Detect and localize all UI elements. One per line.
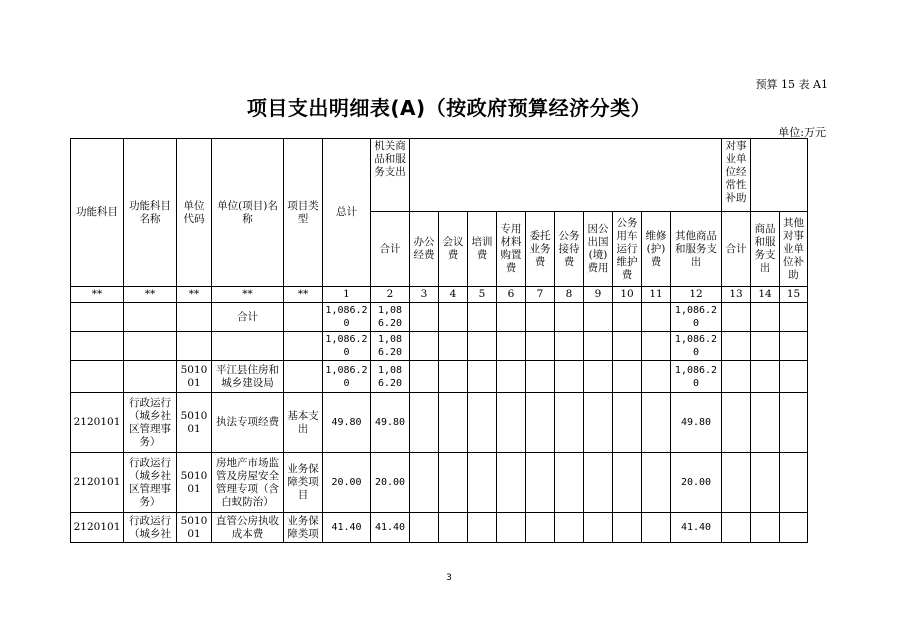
empty-cell bbox=[439, 361, 468, 393]
empty-cell bbox=[722, 513, 751, 543]
empty-cell bbox=[751, 513, 780, 543]
header-subsidy-total: 合计 bbox=[722, 212, 751, 287]
empty-cell bbox=[526, 303, 555, 332]
empty-cell bbox=[722, 303, 751, 332]
table-row bbox=[71, 332, 808, 361]
empty-cell bbox=[468, 513, 497, 543]
func-name-cell bbox=[124, 361, 177, 393]
header-office: 办公经费 bbox=[410, 212, 439, 287]
empty-cell bbox=[526, 453, 555, 513]
index-cell: 1 bbox=[323, 287, 371, 303]
empty-cell bbox=[555, 361, 584, 393]
header-project-type: 项目类型 bbox=[284, 139, 323, 287]
empty-cell bbox=[439, 303, 468, 332]
goods-total-cell: 1,086.20 bbox=[371, 361, 410, 393]
unit-name-cell: 执法专项经费 bbox=[212, 393, 284, 453]
other-goods-cell: 1,086.20 bbox=[671, 361, 722, 393]
header-func-name: 功能科目名称 bbox=[124, 139, 177, 287]
total-cell: 1,086.20 bbox=[323, 303, 371, 332]
empty-cell bbox=[555, 303, 584, 332]
index-cell: 2 bbox=[371, 287, 410, 303]
header-group-subsidy: 对事业单位经常性补助 bbox=[722, 139, 751, 212]
empty-cell bbox=[722, 453, 751, 513]
index-cell: 7 bbox=[526, 287, 555, 303]
project-type-cell bbox=[284, 303, 323, 332]
empty-cell bbox=[751, 303, 780, 332]
index-cell: 12 bbox=[671, 287, 722, 303]
unit-code-cell: 501001 bbox=[177, 393, 212, 453]
empty-cell bbox=[410, 393, 439, 453]
func-name-cell bbox=[124, 303, 177, 332]
empty-cell bbox=[751, 393, 780, 453]
index-cell: ** bbox=[71, 287, 124, 303]
empty-cell bbox=[468, 393, 497, 453]
index-cell: 4 bbox=[439, 287, 468, 303]
index-cell: 5 bbox=[468, 287, 497, 303]
empty-cell bbox=[584, 361, 613, 393]
empty-cell bbox=[555, 393, 584, 453]
index-cell: ** bbox=[212, 287, 284, 303]
empty-cell bbox=[468, 453, 497, 513]
empty-cell bbox=[642, 303, 671, 332]
index-cell: 10 bbox=[613, 287, 642, 303]
empty-cell bbox=[497, 393, 526, 453]
func-name-cell bbox=[124, 332, 177, 361]
empty-cell bbox=[613, 361, 642, 393]
empty-cell bbox=[642, 393, 671, 453]
empty-cell bbox=[613, 303, 642, 332]
func-code-cell: 2120101 bbox=[71, 393, 124, 453]
header-abroad: 因公出国(境)费用 bbox=[584, 212, 613, 287]
unit-name-cell bbox=[212, 332, 284, 361]
header-func-code: 功能科目 bbox=[71, 139, 124, 287]
empty-cell bbox=[526, 393, 555, 453]
unit-name-cell: 房地产市场监管及房屋安全管理专项（含白蚁防治） bbox=[212, 453, 284, 513]
index-cell: ** bbox=[284, 287, 323, 303]
header-unit-name: 单位(项目)名称 bbox=[212, 139, 284, 287]
func-code-cell bbox=[71, 332, 124, 361]
unit-name-cell: 平江县住房和城乡建设局 bbox=[212, 361, 284, 393]
empty-cell bbox=[642, 332, 671, 361]
empty-cell bbox=[410, 361, 439, 393]
header-group-goods: 机关商品和服务支出 bbox=[371, 139, 410, 212]
goods-total-cell: 1,086.20 bbox=[371, 303, 410, 332]
page-title: 项目支出明细表(A)（按政府预算经济分类） bbox=[246, 96, 652, 120]
unit-code-cell: 501001 bbox=[177, 361, 212, 393]
func-name-cell: 行政运行（城乡社 bbox=[124, 513, 177, 543]
project-type-cell: 业务保障类项 bbox=[284, 513, 323, 543]
unit-code-cell bbox=[177, 332, 212, 361]
total-cell: 49.80 bbox=[323, 393, 371, 453]
index-cell: 6 bbox=[497, 287, 526, 303]
empty-cell bbox=[642, 513, 671, 543]
total-cell: 1,086.20 bbox=[323, 332, 371, 361]
goods-total-cell: 41.40 bbox=[371, 513, 410, 543]
header-other-goods: 其他商品和服务支出 bbox=[671, 212, 722, 287]
total-cell: 1,086.20 bbox=[323, 361, 371, 393]
empty-cell bbox=[526, 361, 555, 393]
table-row bbox=[71, 303, 808, 332]
empty-cell bbox=[722, 361, 751, 393]
index-cell: 9 bbox=[584, 287, 613, 303]
empty-cell bbox=[642, 453, 671, 513]
index-cell: ** bbox=[124, 287, 177, 303]
project-type-cell: 基本支出 bbox=[284, 393, 323, 453]
other-goods-cell: 1,086.20 bbox=[671, 332, 722, 361]
total-cell: 20.00 bbox=[323, 453, 371, 513]
header-maintenance: 维修(护)费 bbox=[642, 212, 671, 287]
index-cell: 3 bbox=[410, 287, 439, 303]
table-row bbox=[71, 361, 808, 393]
table-row bbox=[71, 393, 808, 453]
other-goods-cell: 49.80 bbox=[671, 393, 722, 453]
empty-cell bbox=[497, 361, 526, 393]
empty-cell bbox=[780, 393, 808, 453]
empty-cell bbox=[526, 332, 555, 361]
func-name-cell: 行政运行（城乡社区管理事务） bbox=[124, 453, 177, 513]
empty-cell bbox=[613, 393, 642, 453]
empty-cell bbox=[613, 332, 642, 361]
func-code-cell: 2120101 bbox=[71, 453, 124, 513]
empty-cell bbox=[751, 453, 780, 513]
empty-cell bbox=[410, 332, 439, 361]
unit-name-cell: 合计 bbox=[212, 303, 284, 332]
empty-cell bbox=[497, 513, 526, 543]
empty-cell bbox=[555, 513, 584, 543]
goods-total-cell: 49.80 bbox=[371, 393, 410, 453]
table-row bbox=[71, 453, 808, 513]
empty-cell bbox=[780, 332, 808, 361]
goods-total-cell: 20.00 bbox=[371, 453, 410, 513]
project-type-cell bbox=[284, 361, 323, 393]
index-cell: ** bbox=[177, 287, 212, 303]
empty-cell bbox=[722, 393, 751, 453]
empty-cell bbox=[751, 361, 780, 393]
other-goods-cell: 20.00 bbox=[671, 453, 722, 513]
unit-name-cell: 直管公房执收成本费 bbox=[212, 513, 284, 543]
index-row bbox=[71, 287, 808, 303]
index-cell: 8 bbox=[555, 287, 584, 303]
header-unit-code: 单位代码 bbox=[177, 139, 212, 287]
index-cell: 14 bbox=[751, 287, 780, 303]
empty-cell bbox=[468, 332, 497, 361]
empty-cell bbox=[751, 332, 780, 361]
empty-cell bbox=[780, 453, 808, 513]
header-subsidy-other: 其他对事业单位补助 bbox=[780, 212, 808, 287]
header-materials: 专用材料购置费 bbox=[497, 212, 526, 287]
empty-cell bbox=[555, 332, 584, 361]
func-code-cell bbox=[71, 303, 124, 332]
func-name-cell: 行政运行（城乡社区管理事务） bbox=[124, 393, 177, 453]
empty-cell bbox=[642, 361, 671, 393]
empty-cell bbox=[526, 513, 555, 543]
total-cell: 41.40 bbox=[323, 513, 371, 543]
empty-cell bbox=[497, 303, 526, 332]
empty-cell bbox=[410, 453, 439, 513]
page-reference: 预算 15 表 A1 bbox=[755, 78, 828, 91]
header-goods-total: 合计 bbox=[371, 212, 410, 287]
other-goods-cell: 41.40 bbox=[671, 513, 722, 543]
project-type-cell: 业务保障类项目 bbox=[284, 453, 323, 513]
goods-total-cell: 1,086.20 bbox=[371, 332, 410, 361]
project-type-cell bbox=[284, 332, 323, 361]
empty-cell bbox=[584, 303, 613, 332]
empty-cell bbox=[468, 361, 497, 393]
empty-cell bbox=[722, 332, 751, 361]
header-entrusted: 委托业务费 bbox=[526, 212, 555, 287]
header-subsidy-goods: 商品和服务支出 bbox=[751, 212, 780, 287]
empty-cell bbox=[780, 513, 808, 543]
empty-cell bbox=[497, 332, 526, 361]
empty-cell bbox=[780, 361, 808, 393]
empty-cell bbox=[439, 332, 468, 361]
unit-code-cell bbox=[177, 303, 212, 332]
empty-cell bbox=[613, 453, 642, 513]
empty-cell bbox=[439, 513, 468, 543]
empty-cell bbox=[439, 393, 468, 453]
func-code-cell: 2120101 bbox=[71, 513, 124, 543]
other-goods-cell: 1,086.20 bbox=[671, 303, 722, 332]
header-reception: 公务接待费 bbox=[555, 212, 584, 287]
index-cell: 11 bbox=[642, 287, 671, 303]
empty-cell bbox=[410, 303, 439, 332]
header-vehicle: 公务用车运行维护费 bbox=[613, 212, 642, 287]
header-training: 培训费 bbox=[468, 212, 497, 287]
empty-cell bbox=[584, 332, 613, 361]
index-cell: 13 bbox=[722, 287, 751, 303]
empty-cell bbox=[584, 393, 613, 453]
unit-label: 单位:万元 bbox=[778, 126, 826, 139]
empty-cell bbox=[555, 453, 584, 513]
empty-cell bbox=[497, 453, 526, 513]
unit-code-cell: 501001 bbox=[177, 453, 212, 513]
empty-cell bbox=[410, 513, 439, 543]
unit-code-cell: 501001 bbox=[177, 513, 212, 543]
page-number: 3 bbox=[446, 573, 452, 583]
header-meeting: 会议费 bbox=[439, 212, 468, 287]
budget-table bbox=[70, 138, 808, 543]
empty-cell bbox=[439, 453, 468, 513]
header-total: 总计 bbox=[323, 139, 371, 287]
empty-cell bbox=[584, 513, 613, 543]
empty-cell bbox=[780, 303, 808, 332]
table-row bbox=[71, 513, 808, 543]
empty-cell bbox=[584, 453, 613, 513]
empty-cell bbox=[613, 513, 642, 543]
func-code-cell bbox=[71, 361, 124, 393]
index-cell: 15 bbox=[780, 287, 808, 303]
empty-cell bbox=[468, 303, 497, 332]
